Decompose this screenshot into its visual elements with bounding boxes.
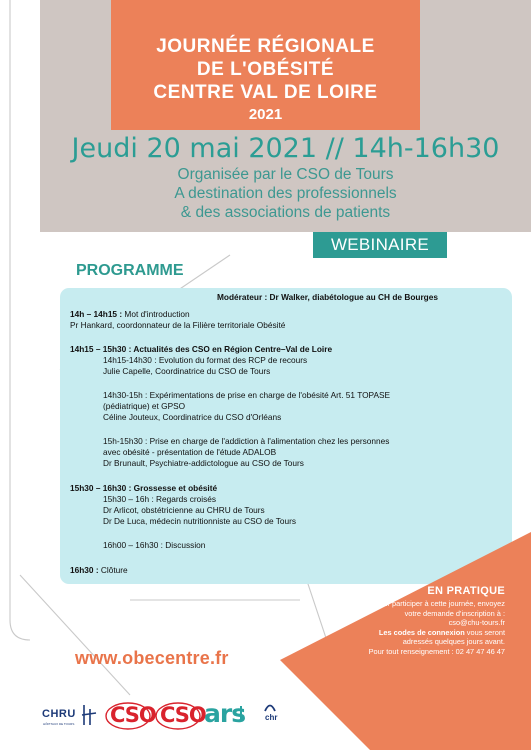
practical-line-5: adressés quelques jours avant. [402, 637, 505, 647]
talk-discussion: 16h00 – 16h30 : Discussion [103, 540, 206, 550]
practical-phone: Pour tout renseignement : 02 47 47 46 47 [368, 646, 505, 656]
subtitle-associations: & des associations de patients [180, 204, 391, 221]
chr-emblem-icon [263, 700, 277, 713]
title-line-3: CENTRE VAL DE LOIRE [153, 82, 378, 103]
ars-divider-icon [240, 706, 258, 720]
session-cso-heading: 14h15 – 15h30 : Actualités des CSO en Région Centre–Val de Loire [70, 344, 333, 354]
cso-logo-1-ring-icon [104, 700, 154, 732]
session-pregnancy-heading: 15h30 – 16h30 : Grossesse et obésité [70, 483, 218, 493]
talk-regards-speaker-2: Dr De Luca, médecin nutritionniste au CSO de Tours [103, 516, 297, 526]
practical-email[interactable]: cso@chu-tours.fr [448, 618, 505, 628]
talk-rcp-speaker: Julie Capelle, Coordinatrice du CSO de Tours [103, 366, 271, 376]
talk-regards: 15h30 – 16h : Regards croisés [103, 494, 217, 504]
cso-logo-2: CSO [160, 703, 206, 727]
talk-adalob: 15h-15h30 : Prise en charge de l'addiction à l'alimentation chez les personnes [103, 436, 390, 446]
practical-line-4 [330, 628, 505, 638]
talk-adalob-line2: avec obésité - présentation de l'étude ADALOB [103, 447, 277, 457]
talk-topase-line2: (pédiatrique) et GPSO [103, 401, 186, 411]
website-link[interactable]: www.obecentre.fr [75, 648, 229, 668]
chru-logo-subtitle: HÔPITAUX DE TOURS [43, 722, 75, 726]
session-intro-title: Mot d'introduction [122, 309, 190, 319]
talk-regards-speaker-1: Dr Arlicot, obstétricienne au CHRU de Tours [103, 505, 265, 515]
practical-codes-rest: vous seront [464, 627, 505, 637]
session-closing-time: 16h30 : [70, 565, 99, 575]
title-year: 2021 [248, 106, 283, 123]
moderator: Modérateur : Dr Walker, diabétologue au CH de Bourges [217, 292, 438, 302]
webinaire-badge: WEBINAIRE [313, 232, 447, 258]
subtitle-organizer: Organisée par le CSO de Tours [177, 166, 394, 183]
title-line-1: JOURNÉE RÉGIONALE [156, 36, 375, 57]
talk-adalob-speaker: Dr Brunault, Psychiatre-addictologue au CSO de Tours [103, 458, 304, 468]
practical-codes: Les codes de connexion [378, 627, 465, 637]
session-closing-title: Clôture [98, 565, 128, 575]
subtitle-audience: A destination des professionnels [174, 185, 397, 202]
practical-line-1: Pour participer à cette journée, envoyez [374, 599, 505, 608]
chr-logo: chr [265, 713, 278, 722]
practical-line-2: votre demande d'inscription à : [404, 608, 505, 618]
practical-title: EN PRATIQUE [427, 585, 505, 597]
event-date: Jeudi 20 mai 2021 // 14h-16h30 [71, 133, 500, 164]
practical-info [330, 584, 505, 657]
title-line-2: DE L'OBÉSITÉ [196, 59, 335, 80]
session-intro-speaker: Pr Hankard, coordonnateur de la Filière territoriale Obésité [70, 320, 286, 330]
session-intro-time: 14h – 14h15 : [70, 309, 123, 319]
program-heading: PROGRAMME [76, 262, 184, 279]
cso-logo-1: CSO [110, 703, 156, 727]
talk-topase-speaker: Céline Jouteux, Coordinatrice du CSO d'Orléans [103, 412, 282, 422]
ars-logo: ars [204, 699, 246, 728]
talk-rcp: 14h15-14h30 : Evolution du format des RCP de recours [103, 355, 308, 365]
talk-topase: 14h30-15h : Expérimentations de prise en charge de l'obésité Art. 51 TOPASE [103, 390, 391, 400]
cso-logo-2-ring-icon [154, 700, 204, 732]
chru-logo: CHRU [42, 708, 76, 720]
chru-emblem-icon [80, 703, 100, 727]
